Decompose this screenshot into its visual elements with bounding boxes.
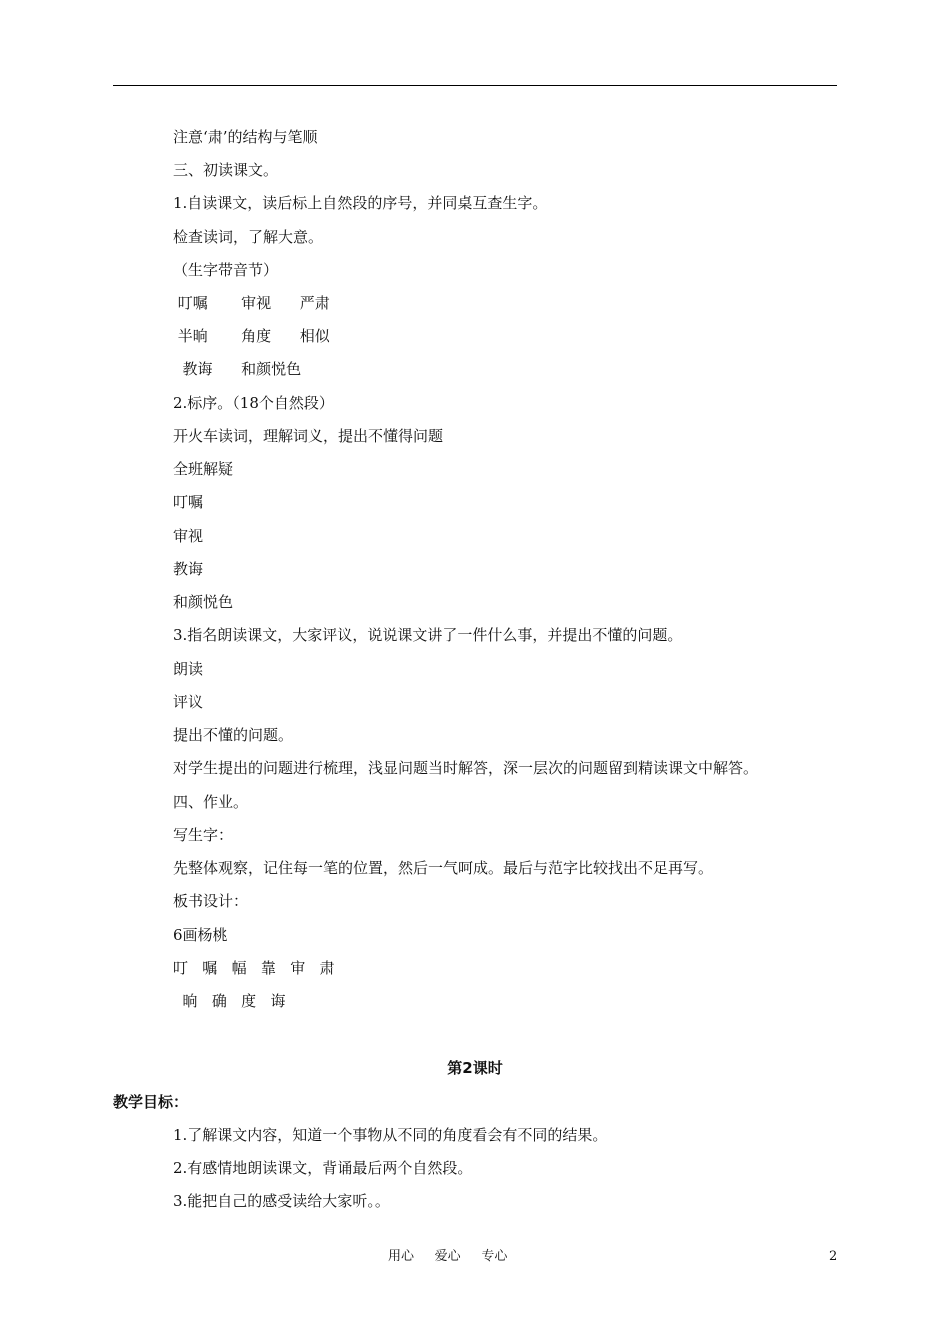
body-line: 提出不懂的问题。 [173, 726, 294, 744]
body-line: 6画杨桃 [173, 926, 228, 944]
header-rule [113, 85, 837, 86]
body-line: 写生字： [173, 826, 234, 844]
body-line: 1.自读课文，读后标上自然段的序号，并同桌互查生字。 [173, 194, 548, 212]
board-row: 叮 嘱 幅 靠 审 肃 [173, 959, 335, 977]
body-line: 教诲 [173, 560, 204, 578]
body-line: （生字带音节） [173, 261, 279, 279]
vocab-row: 叮嘱 审视 严肃 [173, 294, 330, 312]
body-line: 2.标序。（18个自然段） [173, 394, 334, 412]
body-line: 和颜悦色 [173, 593, 234, 611]
objectives-heading: 教学目标： [113, 1093, 189, 1111]
vocab-row: 教诲 和颜悦色 [173, 360, 302, 378]
lesson-title: 第2课时 [447, 1059, 503, 1077]
body-line: 注意‘肃’的结构与笔顺 [173, 128, 318, 146]
section-heading: 三、初读课文。 [173, 161, 279, 179]
objective-item: 2.有感情地朗读课文，背诵最后两个自然段。 [173, 1159, 473, 1177]
body-line: 板书设计： [173, 892, 249, 910]
section-heading: 四、作业。 [173, 793, 249, 811]
body-line: 检查读词，了解大意。 [173, 228, 324, 246]
objective-item: 1.了解课文内容，知道一个事物从不同的角度看会有不同的结果。 [173, 1126, 608, 1144]
body-line: 开火车读词，理解词义，提出不懂得问题 [173, 427, 444, 445]
body-line: 3.指名朗读课文，大家评议，说说课文讲了一件什么事，并提出不懂的问题。 [173, 626, 683, 644]
body-line: 全班解疑 [173, 460, 234, 478]
body-line: 对学生提出的问题进行梳理，浅显问题当时解答，深一层次的问题留到精读课文中解答。 [173, 759, 759, 777]
body-line: 先整体观察，记住每一笔的位置，然后一气呵成。最后与范字比较找出不足再写。 [173, 859, 714, 877]
body-line: 叮嘱 [173, 493, 204, 511]
page-number: 2 [829, 1249, 838, 1264]
body-line: 评议 [173, 693, 204, 711]
body-line: 审视 [173, 527, 204, 545]
objective-item: 3.能把自己的感受读给大家听。。 [173, 1192, 390, 1210]
footer-motto: 用心 爱心 专心 [388, 1249, 508, 1264]
vocab-row: 半晌 角度 相似 [173, 327, 330, 345]
board-row: 晌 确 度 诲 [173, 992, 286, 1010]
body-line: 朗读 [173, 660, 204, 678]
